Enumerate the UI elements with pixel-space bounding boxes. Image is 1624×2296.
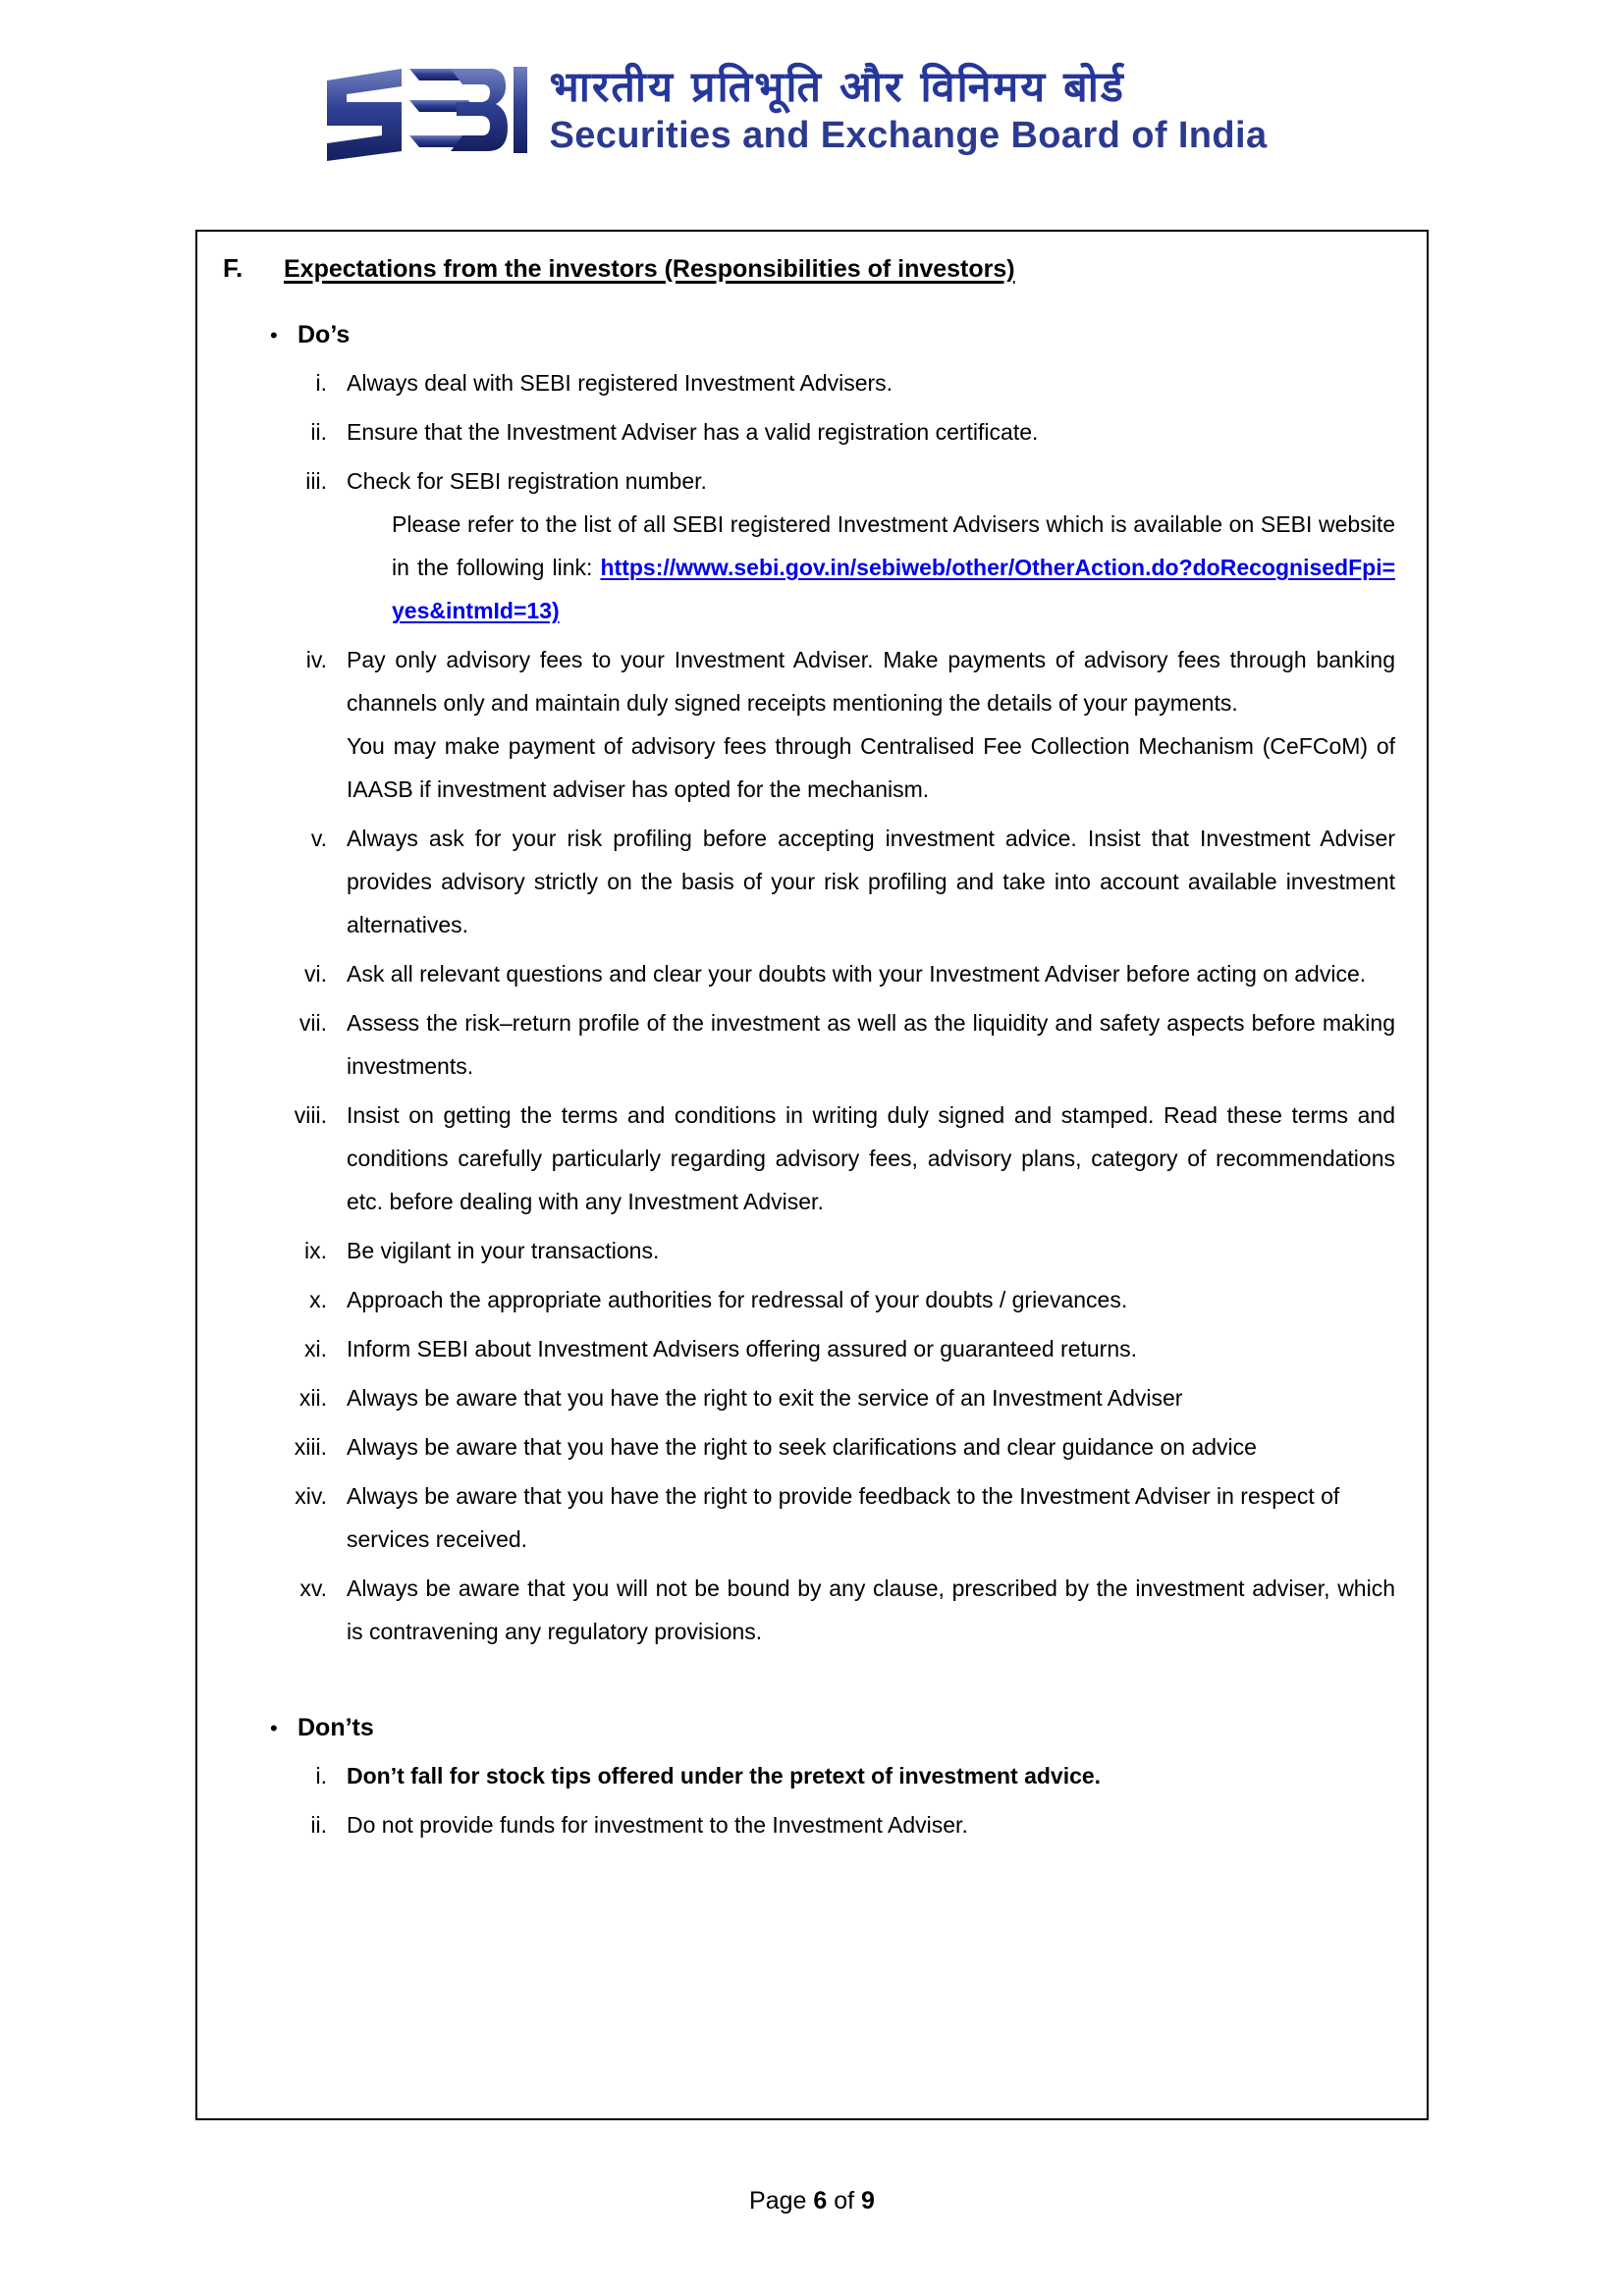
list-item-number: v. bbox=[310, 826, 327, 851]
content-frame bbox=[195, 230, 1429, 2120]
list-item-text: Always deal with SEBI registered Investment Advisers. bbox=[347, 370, 893, 396]
list-item-text: Always be aware that you have the right to seek clarifications and clear guidance on advice bbox=[347, 1434, 1257, 1460]
list-item-text: Ensure that the Investment Adviser has a valid registration certificate. bbox=[347, 419, 1039, 445]
section-letter: F. bbox=[223, 253, 244, 283]
list-item-text: Inform SEBI about Investment Advisers offering assured or guaranteed returns. bbox=[347, 1336, 1138, 1362]
list-item-number: xiii. bbox=[294, 1434, 327, 1460]
document-header bbox=[0, 0, 1624, 163]
bullet-icon: • bbox=[270, 1716, 278, 1740]
list-item-number: ii. bbox=[310, 1812, 327, 1838]
section-heading bbox=[223, 253, 1401, 284]
list-item-text: Assess the risk–return profile of the investment as well as the liquidity and safety aspects before making investments. bbox=[347, 1010, 1395, 1079]
list-item-number: ix. bbox=[304, 1238, 327, 1263]
list-item-number: vi. bbox=[304, 961, 327, 987]
sebi-logo-english-line: Securities and Exchange Board of India bbox=[549, 114, 1268, 156]
list-item bbox=[223, 1803, 1401, 1846]
list-item bbox=[223, 1229, 1401, 1272]
list-item-text: Always ask for your risk profiling before accepting investment advice. Insist that Investment Adviser provides advisory strictly on the basis of your risk profiling and take into account available investment alternatives. bbox=[347, 826, 1395, 937]
cefcom-note bbox=[223, 724, 1401, 811]
list-item-text: Do not provide funds for investment to the Investment Adviser. bbox=[347, 1812, 968, 1838]
list-item-number: i. bbox=[315, 1763, 327, 1789]
registration-link-lead-text: Please refer to the list of all SEBI registered Investment Advisers which is available on SEBI website in the following link: bbox=[392, 511, 1395, 580]
list-item-number: xv. bbox=[299, 1575, 327, 1601]
list-item-number: vii. bbox=[298, 1010, 327, 1036]
list-item-number: xi. bbox=[304, 1336, 327, 1362]
footer-middle: of bbox=[827, 2187, 862, 2215]
footer-prefix: Page bbox=[749, 2187, 814, 2215]
list-item-number: viii. bbox=[294, 1102, 327, 1128]
list-item bbox=[223, 1376, 1401, 1419]
list-item-text: Always be aware that you have the right to exit the service of an Investment Adviser bbox=[347, 1385, 1183, 1411]
list-item-number: i. bbox=[315, 370, 327, 396]
list-item bbox=[223, 1001, 1401, 1088]
list-item-text: Ask all relevant questions and clear your doubts with your Investment Adviser before acting on advice. bbox=[347, 961, 1367, 987]
list-item-number: xii. bbox=[298, 1385, 327, 1411]
footer-current-page: 6 bbox=[813, 2187, 828, 2215]
registration-link-note bbox=[223, 503, 1401, 632]
list-item bbox=[223, 1278, 1401, 1321]
donts-label: Don’ts bbox=[298, 1714, 374, 1741]
registration-link-paragraph bbox=[347, 503, 1401, 632]
page-footer bbox=[0, 2187, 1624, 2216]
donts-list bbox=[223, 1754, 1401, 1846]
list-item bbox=[223, 1754, 1401, 1797]
sebi-registered-advisers-link[interactable]: https://www.sebi.gov.in/sebiweb/other/OtherAction.do?doRecognisedFpi=yes&intmId=13) bbox=[392, 555, 1396, 623]
list-item bbox=[223, 817, 1401, 946]
list-item-text: Approach the appropriate authorities for redressal of your doubts / grievances. bbox=[347, 1287, 1128, 1312]
list-item bbox=[223, 361, 1401, 404]
list-item bbox=[223, 1567, 1401, 1653]
list-item-text: Pay only advisory fees to your Investment Adviser. Make payments of advisory fees through banking channels only and maintain duly signed receipts mentioning the details of your payments. bbox=[347, 647, 1395, 716]
list-item bbox=[223, 410, 1401, 454]
dos-list bbox=[223, 361, 1401, 1653]
list-item-number: xiv. bbox=[295, 1483, 327, 1509]
donts-bullet-row bbox=[223, 1714, 1401, 1742]
list-item-text: Be vigilant in your transactions. bbox=[347, 1238, 660, 1263]
list-item-number: iii. bbox=[305, 468, 327, 494]
list-item-number: x. bbox=[309, 1287, 327, 1312]
section-title: Expectations from the investors (Responsibilities of investors) bbox=[284, 255, 1015, 283]
list-item-text: Don’t fall for stock tips offered under the pretext of investment advice. bbox=[347, 1763, 1102, 1789]
list-item-text: Insist on getting the terms and conditions in writing duly signed and stamped. Read these terms and conditions carefully particularly regarding advisory fees, advisory plans, category of recommendations etc. before dealing with any Investment Adviser. bbox=[347, 1102, 1395, 1214]
list-item-number: iv. bbox=[305, 647, 327, 672]
dos-bullet-row bbox=[223, 321, 1401, 349]
list-item bbox=[223, 638, 1401, 724]
footer-total-pages: 9 bbox=[861, 2187, 875, 2215]
sebi-logo bbox=[313, 57, 1267, 163]
list-item bbox=[223, 952, 1401, 995]
list-item bbox=[223, 1425, 1401, 1468]
bullet-icon: • bbox=[270, 323, 278, 347]
list-item-text: Check for SEBI registration number. bbox=[347, 468, 707, 494]
sebi-logo-text bbox=[549, 62, 1268, 156]
list-item bbox=[223, 1474, 1401, 1561]
dos-label: Do’s bbox=[298, 321, 351, 348]
list-item-text: Always be aware that you will not be bound by any clause, prescribed by the investment adviser, which is contravening any regulatory provisions. bbox=[347, 1575, 1395, 1644]
list-item bbox=[223, 1327, 1401, 1370]
list-item-text: Always be aware that you have the right to provide feedback to the Investment Adviser in respect of services received. bbox=[347, 1483, 1340, 1552]
sebi-logo-hindi-line: भारतीय प्रतिभूति और विनिमय बोर्ड bbox=[549, 62, 1125, 112]
cefcom-note-text: You may make payment of advisory fees through Centralised Fee Collection Mechanism (CeFCoM) of IAASB if investment adviser has opted for the mechanism. bbox=[347, 733, 1395, 802]
list-item bbox=[223, 1094, 1401, 1223]
list-item bbox=[223, 459, 1401, 503]
list-item-number: ii. bbox=[310, 419, 327, 445]
sebi-logo-mark-icon bbox=[313, 57, 531, 163]
